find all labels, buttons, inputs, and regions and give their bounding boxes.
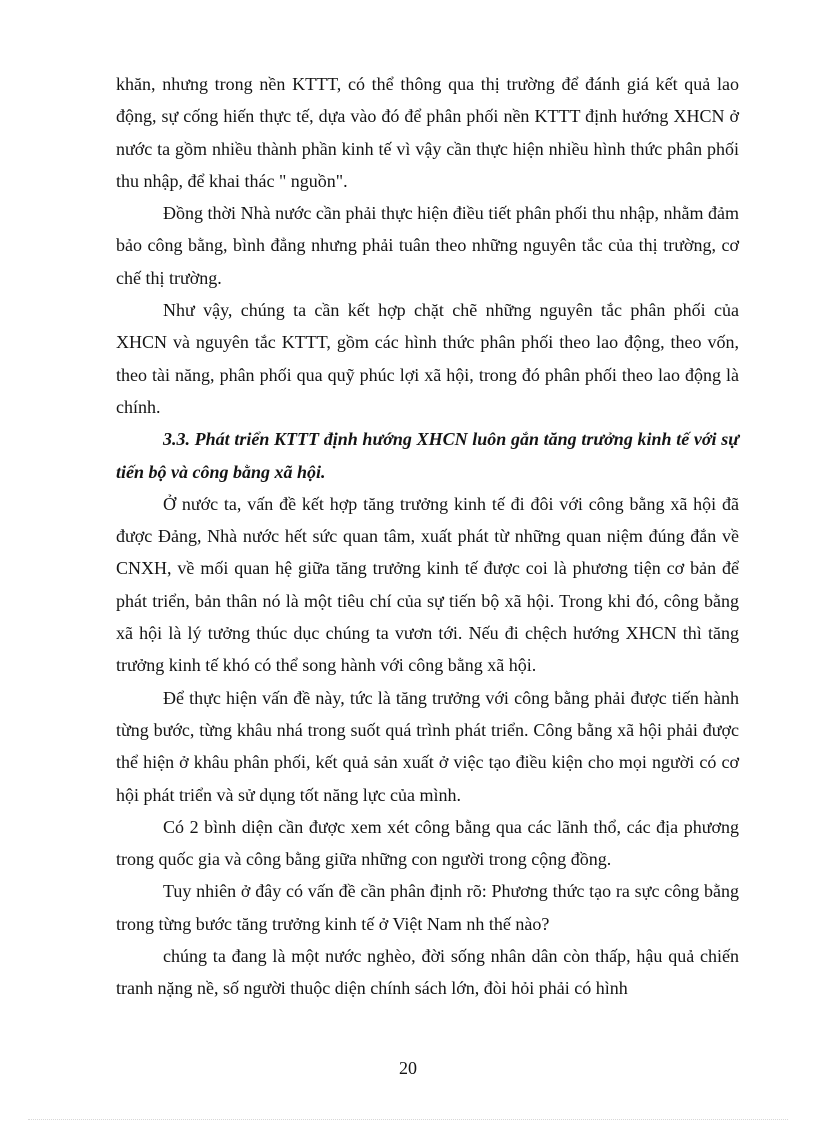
section-heading-3-3: 3.3. Phát triển KTTT định hướng XHCN luôn gắn tăng trưởng kinh tế với sự tiến bộ và công bằng xã hội.	[116, 429, 739, 482]
paragraph-1: khăn, nhưng trong nền KTTT, có thể thông qua thị trường để đánh giá kết quả lao động, sự cống hiến thực tế, dựa vào đó để phân phối nền KTTT định hướng XHCN ở nước ta gồm nhiều thành phần kinh tế vì vậy cần thực hiện nhiều hình thức phân phối thu nhập, để khai thác " nguồn".	[116, 74, 739, 191]
paragraph-2: Đồng thời Nhà nước cần phải thực hiện điều tiết phân phối thu nhập, nhằm đảm bảo công bằng, bình đẳng nhưng phải tuân theo những nguyên tắc của thị trường, cơ chế thị trường.	[116, 203, 739, 288]
paragraph-4: Ở nước ta, vấn đề kết hợp tăng trưởng kinh tế đi đôi với công bằng xã hội đã được Đảng, Nhà nước hết sức quan tâm, xuất phát từ những quan niệm đúng đắn về CNXH, về mối quan hệ giữa tăng trưởng kinh tế được coi là phương tiện cơ bản để phát triển, bản thân nó là một tiêu chí của sự tiến bộ xã hội. Trong khi đó, công bằng xã hội là lý tưởng thúc dục chúng ta vươn tới. Nếu đi chệch hướng XHCN thì tăng trưởng kinh tế khó có thể song hành với công bằng xã hội.	[116, 493, 739, 676]
paragraph-8: chúng ta đang là một nước nghèo, đời sống nhân dân còn thấp, hậu quả chiến tranh nặng nề, số người thuộc diện chính sách lớn, đòi hỏi phải có hình	[116, 946, 739, 999]
paragraph-7: Tuy nhiên ở đây có vấn đề cần phân định rõ: Phương thức tạo ra sực công bằng trong từng bước tăng trưởng kinh tế ở Việt Nam nh thế nào?	[116, 881, 739, 934]
document-body	[116, 68, 739, 1005]
paragraph-5: Để thực hiện vấn đề này, tức là tăng trưởng với công bằng phải được tiến hành từng bước, từng khâu nhá trong suốt quá trình phát triển. Công bằng xã hội phải được thể hiện ở khâu phân phối, kết quả sản xuất ở việc tạo điều kiện cho mọi người có cơ hội phát triển và sử dụng tốt năng lực của mình.	[116, 687, 739, 805]
page-bottom-divider	[28, 1119, 788, 1120]
paragraph-3: Như vậy, chúng ta cần kết hợp chặt chẽ những nguyên tắc phân phối của XHCN và nguyên tắc KTTT, gồm các hình thức phân phối theo lao động, theo vốn, theo tài năng, phân phối qua quỹ phúc lợi xã hội, trong đó phân phối theo lao động là chính.	[116, 300, 739, 417]
page-number: 20	[399, 1058, 417, 1078]
paragraph-6: Có 2 bình diện cần được xem xét công bằng qua các lãnh thổ, các địa phương trong quốc gia và công bằng giữa những con người trong cộng đồng.	[116, 816, 739, 870]
